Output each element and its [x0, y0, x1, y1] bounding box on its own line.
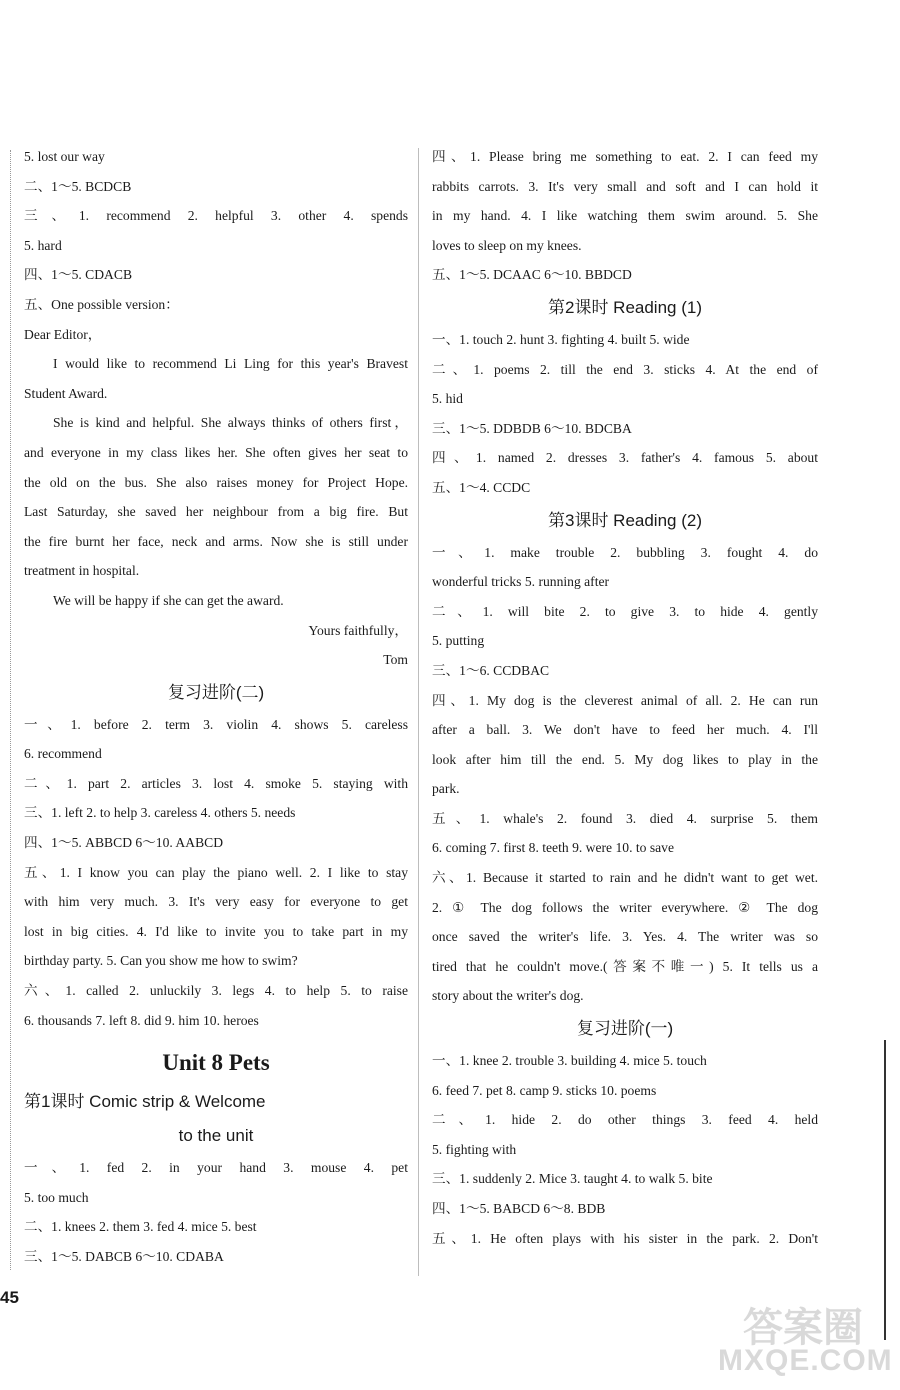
answer-line: wonderful tricks 5. running after [432, 574, 610, 590]
answer-line: 5. fighting with [432, 1141, 517, 1157]
lesson-title: to the unit [178, 1126, 254, 1146]
answer-line: Yours faithfully， [308, 622, 408, 638]
answer-line: 二、1. poems 2. till the end 3. sticks 4. At the end of [432, 361, 818, 377]
answer-line: 三、1～5. DDBDB 6～10. BDCBA [432, 420, 632, 436]
answer-line: story about the writer's dog. [432, 988, 584, 1004]
page-number: 45 [0, 1288, 19, 1307]
answer-line: 三、1. recommend 2. helpful 3. other 4. spends [24, 208, 408, 224]
answer-line: I would like to recommend Li Ling for this year's Bravest [53, 356, 408, 372]
answer-line: 五、One possible version： [24, 296, 179, 312]
page-edge-line [884, 1040, 886, 1340]
answer-line: park. [432, 781, 460, 797]
answer-line: 三、1. left 2. to help 3. careless 4. others 5. needs [24, 805, 296, 821]
answer-line: and everyone in my class likes her. She often gives her seat to [24, 444, 408, 460]
answer-line: We will be happy if she can get the award. [53, 592, 284, 608]
answer-line: 五、1～5. DCAAC 6～10. BBDCD [432, 267, 632, 283]
answer-line: 二、1. hide 2. do other things 3. feed 4. held [432, 1112, 818, 1128]
answer-line: 五、1. whale's 2. found 3. died 4. surprise 5. them [432, 810, 818, 826]
unit-title: Unit 8 Pets [162, 1050, 270, 1076]
answer-line: 6. recommend [24, 746, 102, 762]
watermark-logo [718, 1296, 893, 1382]
answer-line: 6. thousands 7. left 8. did 9. him 10. heroes [24, 1012, 259, 1028]
answer-line: the fire burnt her face, neck and arms. Now she is still under [24, 533, 408, 549]
answer-line: the old on the bus. She also raises money for Project Hope. [24, 474, 408, 490]
answer-line: Last Saturday, she saved her neighbour from a big fire. But [24, 504, 408, 520]
answer-line: 一、1. make trouble 2. bubbling 3. fought 4. do [432, 544, 818, 560]
section-title: 第3课时 Reading (2) [547, 510, 702, 530]
answer-line: Student Award. [24, 385, 108, 401]
watermark-glyphs: 答案圈 [743, 1305, 863, 1351]
answer-line: 四、1. Please bring me something to eat. 2. I can feed my [432, 149, 818, 164]
answer-line: 二、1～5. BCDCB [24, 178, 132, 194]
answer-line: Tom [383, 652, 408, 668]
watermark-text: MXQE.COM [718, 1344, 893, 1377]
answer-line: tired that he couldn't move.(答案不唯一) 5. It tells us a [432, 958, 818, 974]
answer-line: 四、1. named 2. dresses 3. father's 4. famous 5. about [432, 450, 818, 466]
answer-line: 一、1. fed 2. in your hand 3. mouse 4. pet [24, 1160, 408, 1176]
answer-line: 三、1. suddenly 2. Mice 3. taught 4. to walk 5. bite [432, 1171, 713, 1187]
answer-line: once saved the writer's life. 3. Yes. 4. The writer was so [432, 929, 818, 945]
answer-line: 5. too much [24, 1189, 89, 1205]
column-divider [418, 148, 419, 1276]
answer-line: after a ball. 3. We don't have to feed her much. 4. I'll [432, 722, 818, 738]
right-column [432, 142, 818, 1253]
answer-line: lost in big cities. 4. I'd like to invite you to take part in my [24, 923, 408, 939]
answer-line: 四、1～5. BABCD 6～8. BDB [432, 1201, 606, 1216]
answer-line: 一、1. before 2. term 3. violin 4. shows 5. careless [24, 716, 408, 732]
answer-line: She is kind and helpful. She always thinks of others first， [53, 415, 408, 431]
answer-line: 一、1. touch 2. hunt 3. fighting 4. built 5. wide [432, 331, 690, 347]
answer-line: 一、1. knee 2. trouble 3. building 4. mice 5. touch [432, 1053, 707, 1069]
answer-line: 5. putting [432, 633, 485, 649]
answer-line: 六、1. Because it started to rain and he didn't want to get wet. [432, 870, 818, 886]
answer-line: 四、1. My dog is the cleverest animal of all. 2. He can run [432, 692, 818, 708]
section-title: 复习进阶(二) [167, 682, 265, 702]
lesson-title: 第1课时 Comic strip & Welcome [24, 1092, 266, 1112]
answer-line: with him very much. 3. It's very easy for everyone to get [24, 894, 408, 910]
left-column [24, 142, 408, 1272]
answer-line: loves to sleep on my knees. [432, 237, 582, 253]
answer-line: in my hand. 4. I like watching them swim around. 5. She [432, 208, 818, 224]
answer-line: 三、1～5. DABCB 6～10. CDABA [24, 1249, 224, 1264]
answer-line: rabbits carrots. 3. It's very small and soft and I can hold it [432, 178, 818, 194]
answer-line: 6. coming 7. first 8. teeth 9. were 10. to save [432, 840, 674, 856]
answer-line: 三、1～6. CCDBAC [432, 662, 550, 678]
margin-dotted-line [10, 150, 13, 1270]
answer-line: 四、1～5. ABBCD 6～10. AABCD [24, 835, 224, 851]
answer-line: treatment in hospital. [24, 563, 140, 579]
answer-line: 5. lost our way [24, 149, 105, 164]
answer-line: 五、1. I know you can play the piano well. 2. I like to stay [24, 864, 408, 880]
answer-line: 六、1. called 2. unluckily 3. legs 4. to help 5. to raise [24, 983, 408, 999]
answer-line: 5. hard [24, 237, 62, 253]
answer-line: 四、1～5. CDACB [24, 267, 133, 283]
answer-line: 二、1. will bite 2. to give 3. to hide 4. gently [432, 603, 818, 619]
answer-line: 5. hid [432, 391, 463, 407]
answer-line: 二、1. knees 2. them 3. fed 4. mice 5. best [24, 1219, 257, 1235]
section-title: 第2课时 Reading (1) [547, 297, 702, 317]
answer-line: 6. feed 7. pet 8. camp 9. sticks 10. poems [432, 1082, 657, 1098]
answer-line: birthday party. 5. Can you show me how to swim? [24, 953, 298, 969]
answer-line: 五、1～4. CCDC [432, 479, 531, 495]
section-title: 复习进阶(一) [576, 1019, 674, 1039]
answer-line: look after him till the end. 5. My dog likes to play in the [432, 751, 818, 767]
answer-line: 2. ① The dog follows the writer everywhere. ② The dog [432, 899, 818, 915]
answer-line: 二、1. part 2. articles 3. lost 4. smoke 5. staying with [24, 775, 408, 791]
answer-line: 五、1. He often plays with his sister in the park. 2. Don't [432, 1230, 818, 1246]
answer-line: Dear Editor， [24, 326, 102, 342]
